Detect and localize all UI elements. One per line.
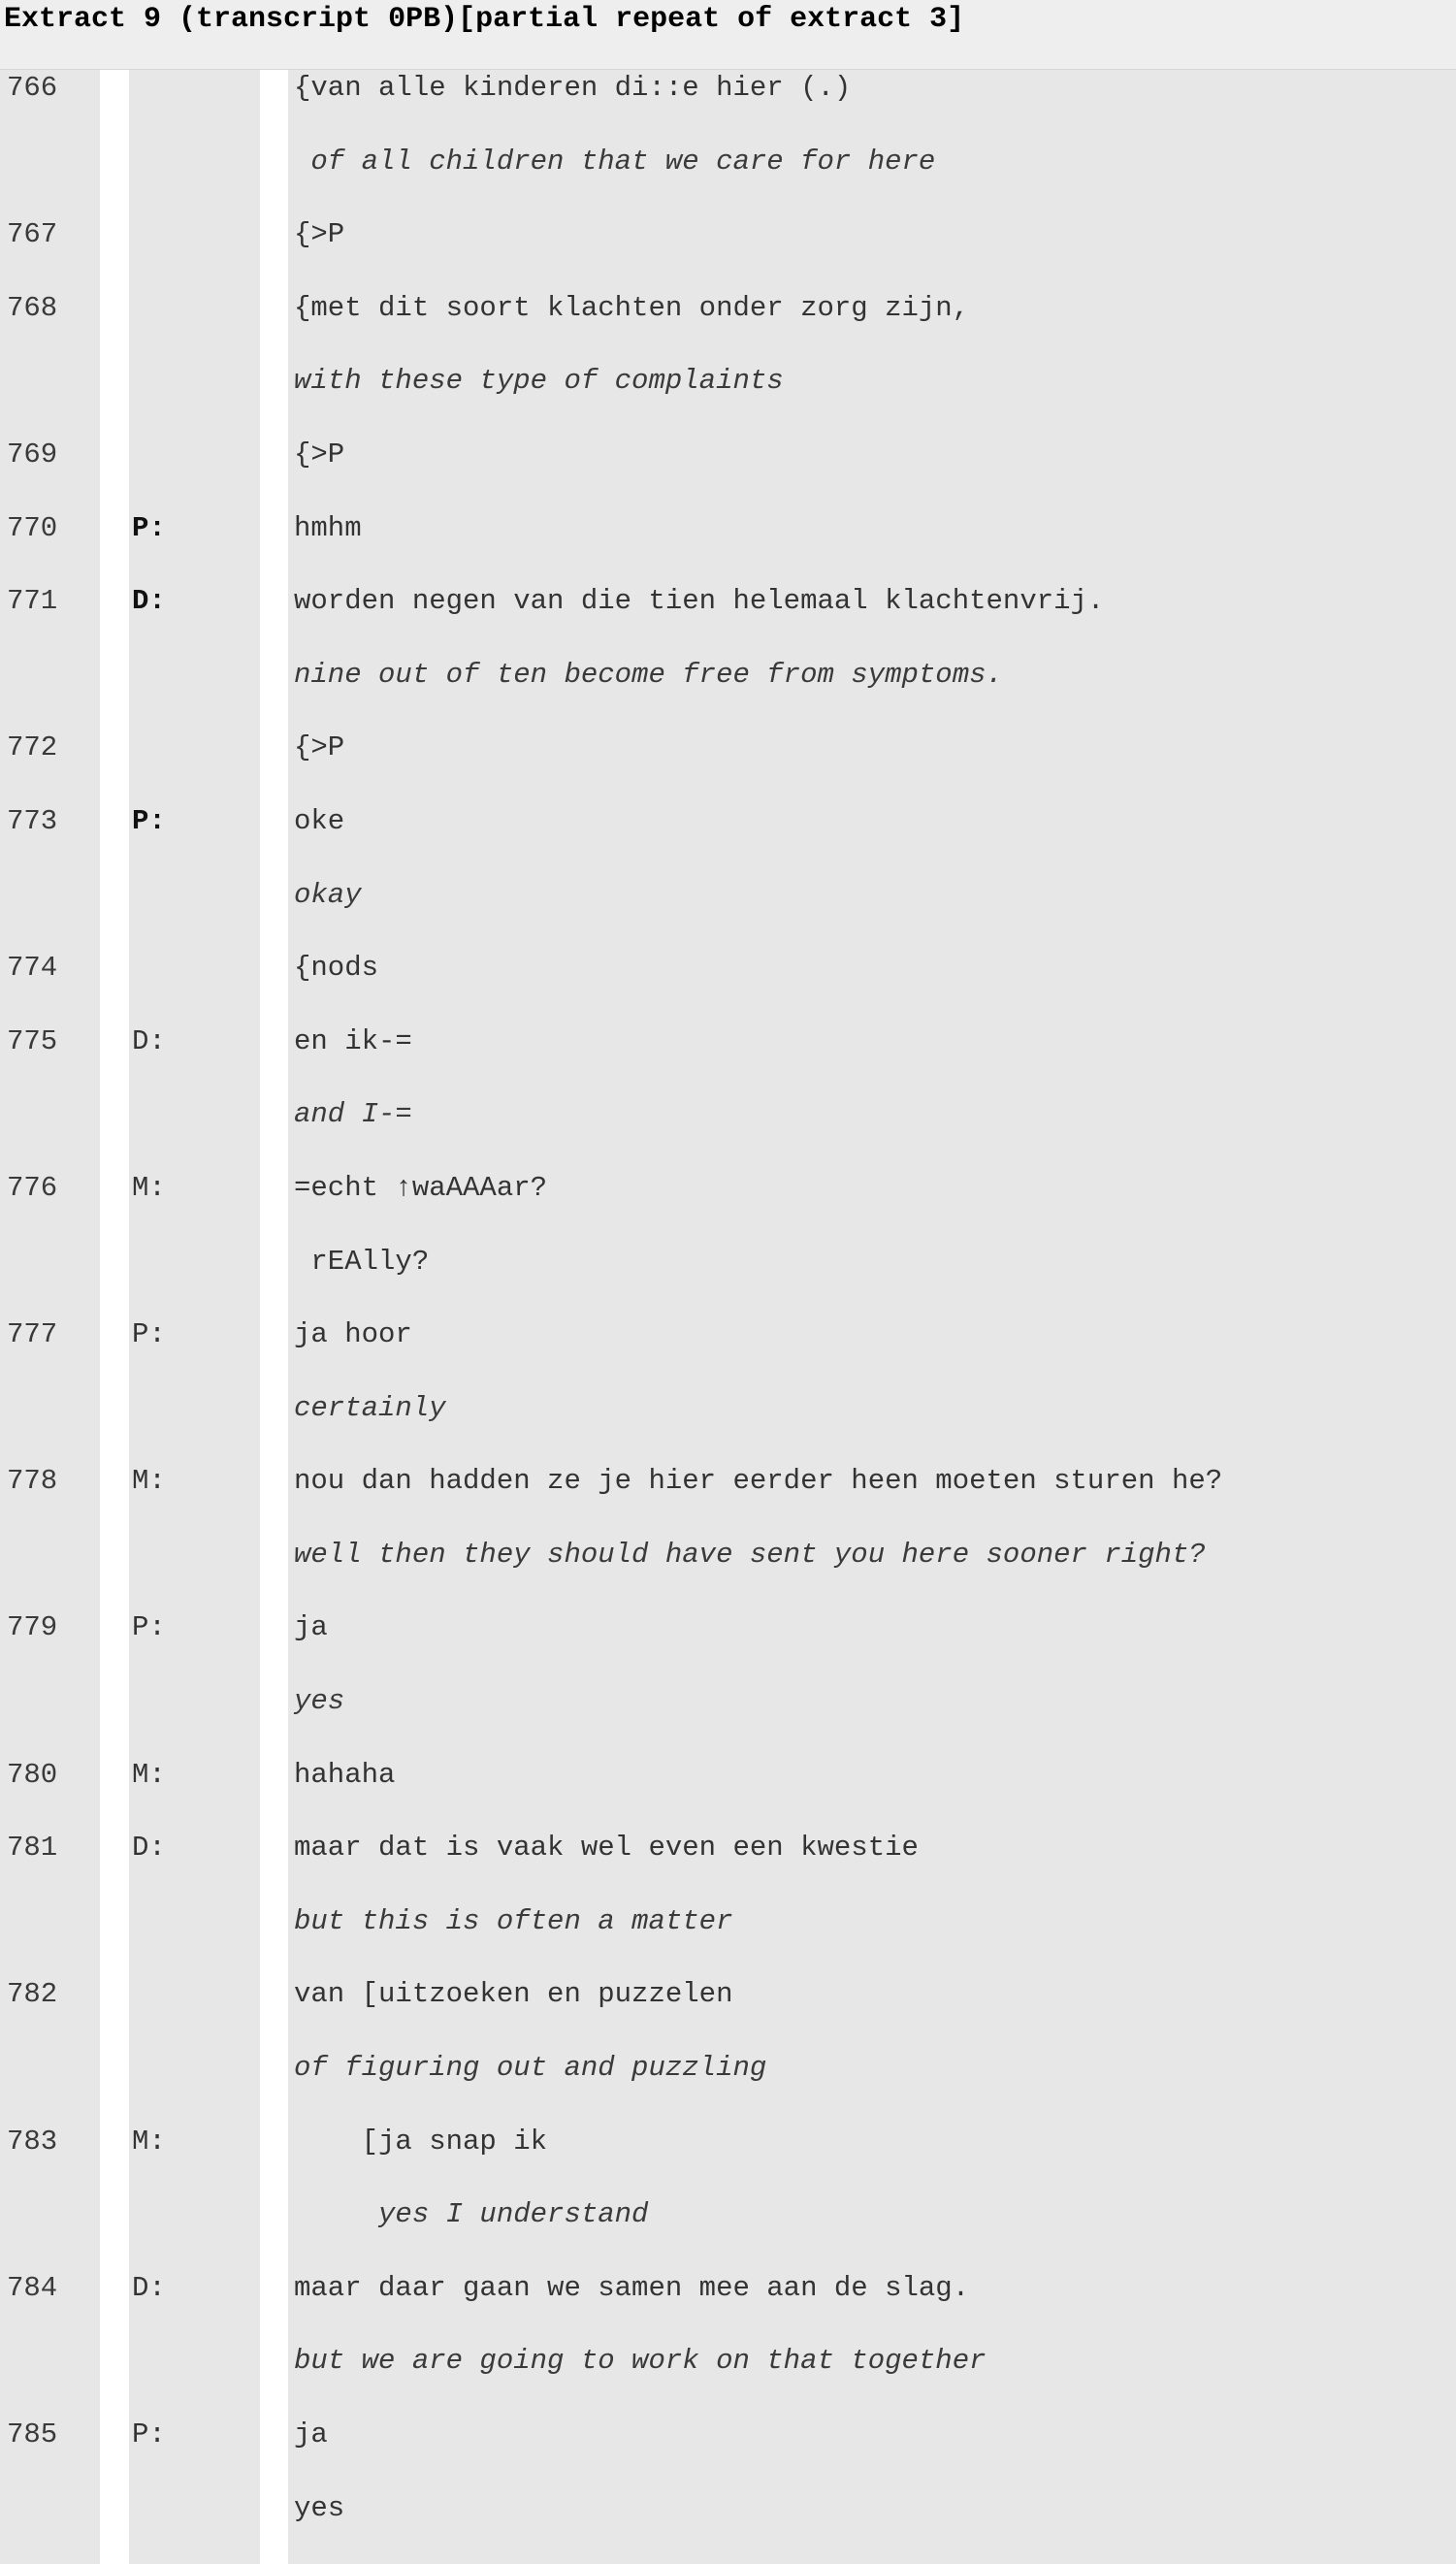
transcript-row (0, 2490, 1456, 2564)
transcript-row (0, 803, 1456, 877)
transcript-row (0, 437, 1456, 510)
speaker-label: M: (132, 1758, 166, 1791)
line-number: 777 (7, 1318, 58, 1351)
translation-text: nine out of ten become free from symptoms. (294, 658, 1003, 691)
speaker-label: P: (132, 1318, 166, 1351)
utterance-text: rEAlly? (294, 1245, 430, 1278)
utterance-text: {>P (294, 731, 345, 764)
transcript-row (0, 363, 1456, 437)
speaker-label: D: (132, 585, 166, 618)
transcript-row (0, 657, 1456, 730)
speaker-label: P: (132, 804, 166, 837)
speaker-label: P: (132, 511, 166, 544)
line-number: 778 (7, 1465, 58, 1498)
transcript-row (0, 216, 1456, 290)
line-number: 784 (7, 2271, 58, 2304)
transcript-row (0, 70, 1456, 144)
transcript-row (0, 1757, 1456, 1831)
utterance-text: ja (294, 2418, 328, 2450)
utterance-text: ja (294, 1611, 328, 1644)
utterance-text: maar daar gaan we samen mee aan de slag. (294, 2271, 970, 2304)
transcript-row (0, 1976, 1456, 2050)
utterance-text: {van alle kinderen di::e hier (.) (294, 72, 852, 104)
line-number: 785 (7, 2418, 58, 2450)
transcript-row (0, 1096, 1456, 1170)
line-number: 781 (7, 1832, 58, 1865)
line-number: 767 (7, 218, 58, 251)
line-number: 772 (7, 731, 58, 764)
transcript-table (0, 70, 1456, 2563)
line-number: 771 (7, 585, 58, 618)
speaker-label: D: (132, 2271, 166, 2304)
speaker-label: M: (132, 2125, 166, 2158)
translation-text: but we are going to work on that together (294, 2345, 987, 2378)
transcript-row (0, 1903, 1456, 1977)
transcript-row (0, 1537, 1456, 1610)
transcript-row (0, 1830, 1456, 1903)
transcript-row (0, 1683, 1456, 1757)
utterance-text: maar dat is vaak wel even een kwestie (294, 1832, 919, 1865)
transcript-row (0, 1390, 1456, 1464)
line-number: 774 (7, 952, 58, 985)
utterance-text: {>P (294, 438, 345, 471)
utterance-text: {nods (294, 952, 379, 985)
line-number: 779 (7, 1611, 58, 1644)
translation-text: and I-= (294, 1098, 412, 1131)
speaker-label: P: (132, 1611, 166, 1644)
transcript-row (0, 2270, 1456, 2344)
transcript-row (0, 510, 1456, 584)
utterance-text: van [uitzoeken en puzzelen (294, 1978, 733, 2011)
line-number: 766 (7, 72, 58, 104)
utterance-text: en ik-= (294, 1024, 412, 1057)
line-number: 783 (7, 2125, 58, 2158)
transcript-row (0, 1170, 1456, 1244)
line-number: 770 (7, 511, 58, 544)
transcript-row (0, 2050, 1456, 2124)
translation-text: well then they should have sent you here sooner right? (294, 1538, 1206, 1571)
utterance-text: ja hoor (294, 1318, 412, 1351)
translation-text: of figuring out and puzzling (294, 2052, 767, 2085)
line-number: 775 (7, 1024, 58, 1057)
speaker-label: D: (132, 1024, 166, 1057)
translation-text: yes (294, 1685, 345, 1718)
utterance-text: oke (294, 804, 345, 837)
utterance-text: [ja snap ik (294, 2125, 548, 2158)
translation-text: of all children that we care for here (294, 145, 936, 178)
extract-title: Extract 9 (transcript 0PB)[partial repeat of extract 3] (4, 3, 965, 36)
utterance-text: {>P (294, 218, 345, 251)
utterance-text: =echt ↑waAAAar? (294, 1171, 548, 1204)
utterance-text: hmhm (294, 511, 362, 544)
transcript-row (0, 1316, 1456, 1390)
transcript-row (0, 144, 1456, 217)
transcript-row (0, 2343, 1456, 2417)
line-number: 773 (7, 804, 58, 837)
transcript-row (0, 1244, 1456, 1317)
utterance-text: yes (294, 2491, 345, 2524)
speaker-label: D: (132, 1832, 166, 1865)
extract-header (0, 0, 1456, 70)
transcript-row (0, 1023, 1456, 1097)
transcript-row (0, 2417, 1456, 2490)
transcript-row (0, 1463, 1456, 1537)
line-number: 769 (7, 438, 58, 471)
transcript-row (0, 583, 1456, 657)
transcript-row (0, 2124, 1456, 2197)
line-number: 782 (7, 1978, 58, 2011)
transcript-row (0, 1609, 1456, 1683)
line-number: 776 (7, 1171, 58, 1204)
translation-text: certainly (294, 1391, 446, 1424)
transcript-row (0, 290, 1456, 364)
transcript-row (0, 877, 1456, 951)
speaker-label: P: (132, 2418, 166, 2450)
utterance-text: hahaha (294, 1758, 396, 1791)
speaker-label: M: (132, 1465, 166, 1498)
transcript-row (0, 950, 1456, 1023)
line-number: 780 (7, 1758, 58, 1791)
speaker-label: M: (132, 1171, 166, 1204)
transcript-row (0, 2196, 1456, 2270)
translation-text: okay (294, 878, 362, 911)
line-number: 768 (7, 291, 58, 324)
utterance-text: nou dan hadden ze je hier eerder heen moeten sturen he? (294, 1465, 1223, 1498)
utterance-text: worden negen van die tien helemaal klachtenvrij. (294, 585, 1105, 618)
utterance-text: {met dit soort klachten onder zorg zijn, (294, 291, 970, 324)
transcript-row (0, 730, 1456, 803)
translation-text: yes I understand (294, 2198, 649, 2231)
translation-text: but this is often a matter (294, 1904, 733, 1937)
translation-text: with these type of complaints (294, 365, 784, 398)
